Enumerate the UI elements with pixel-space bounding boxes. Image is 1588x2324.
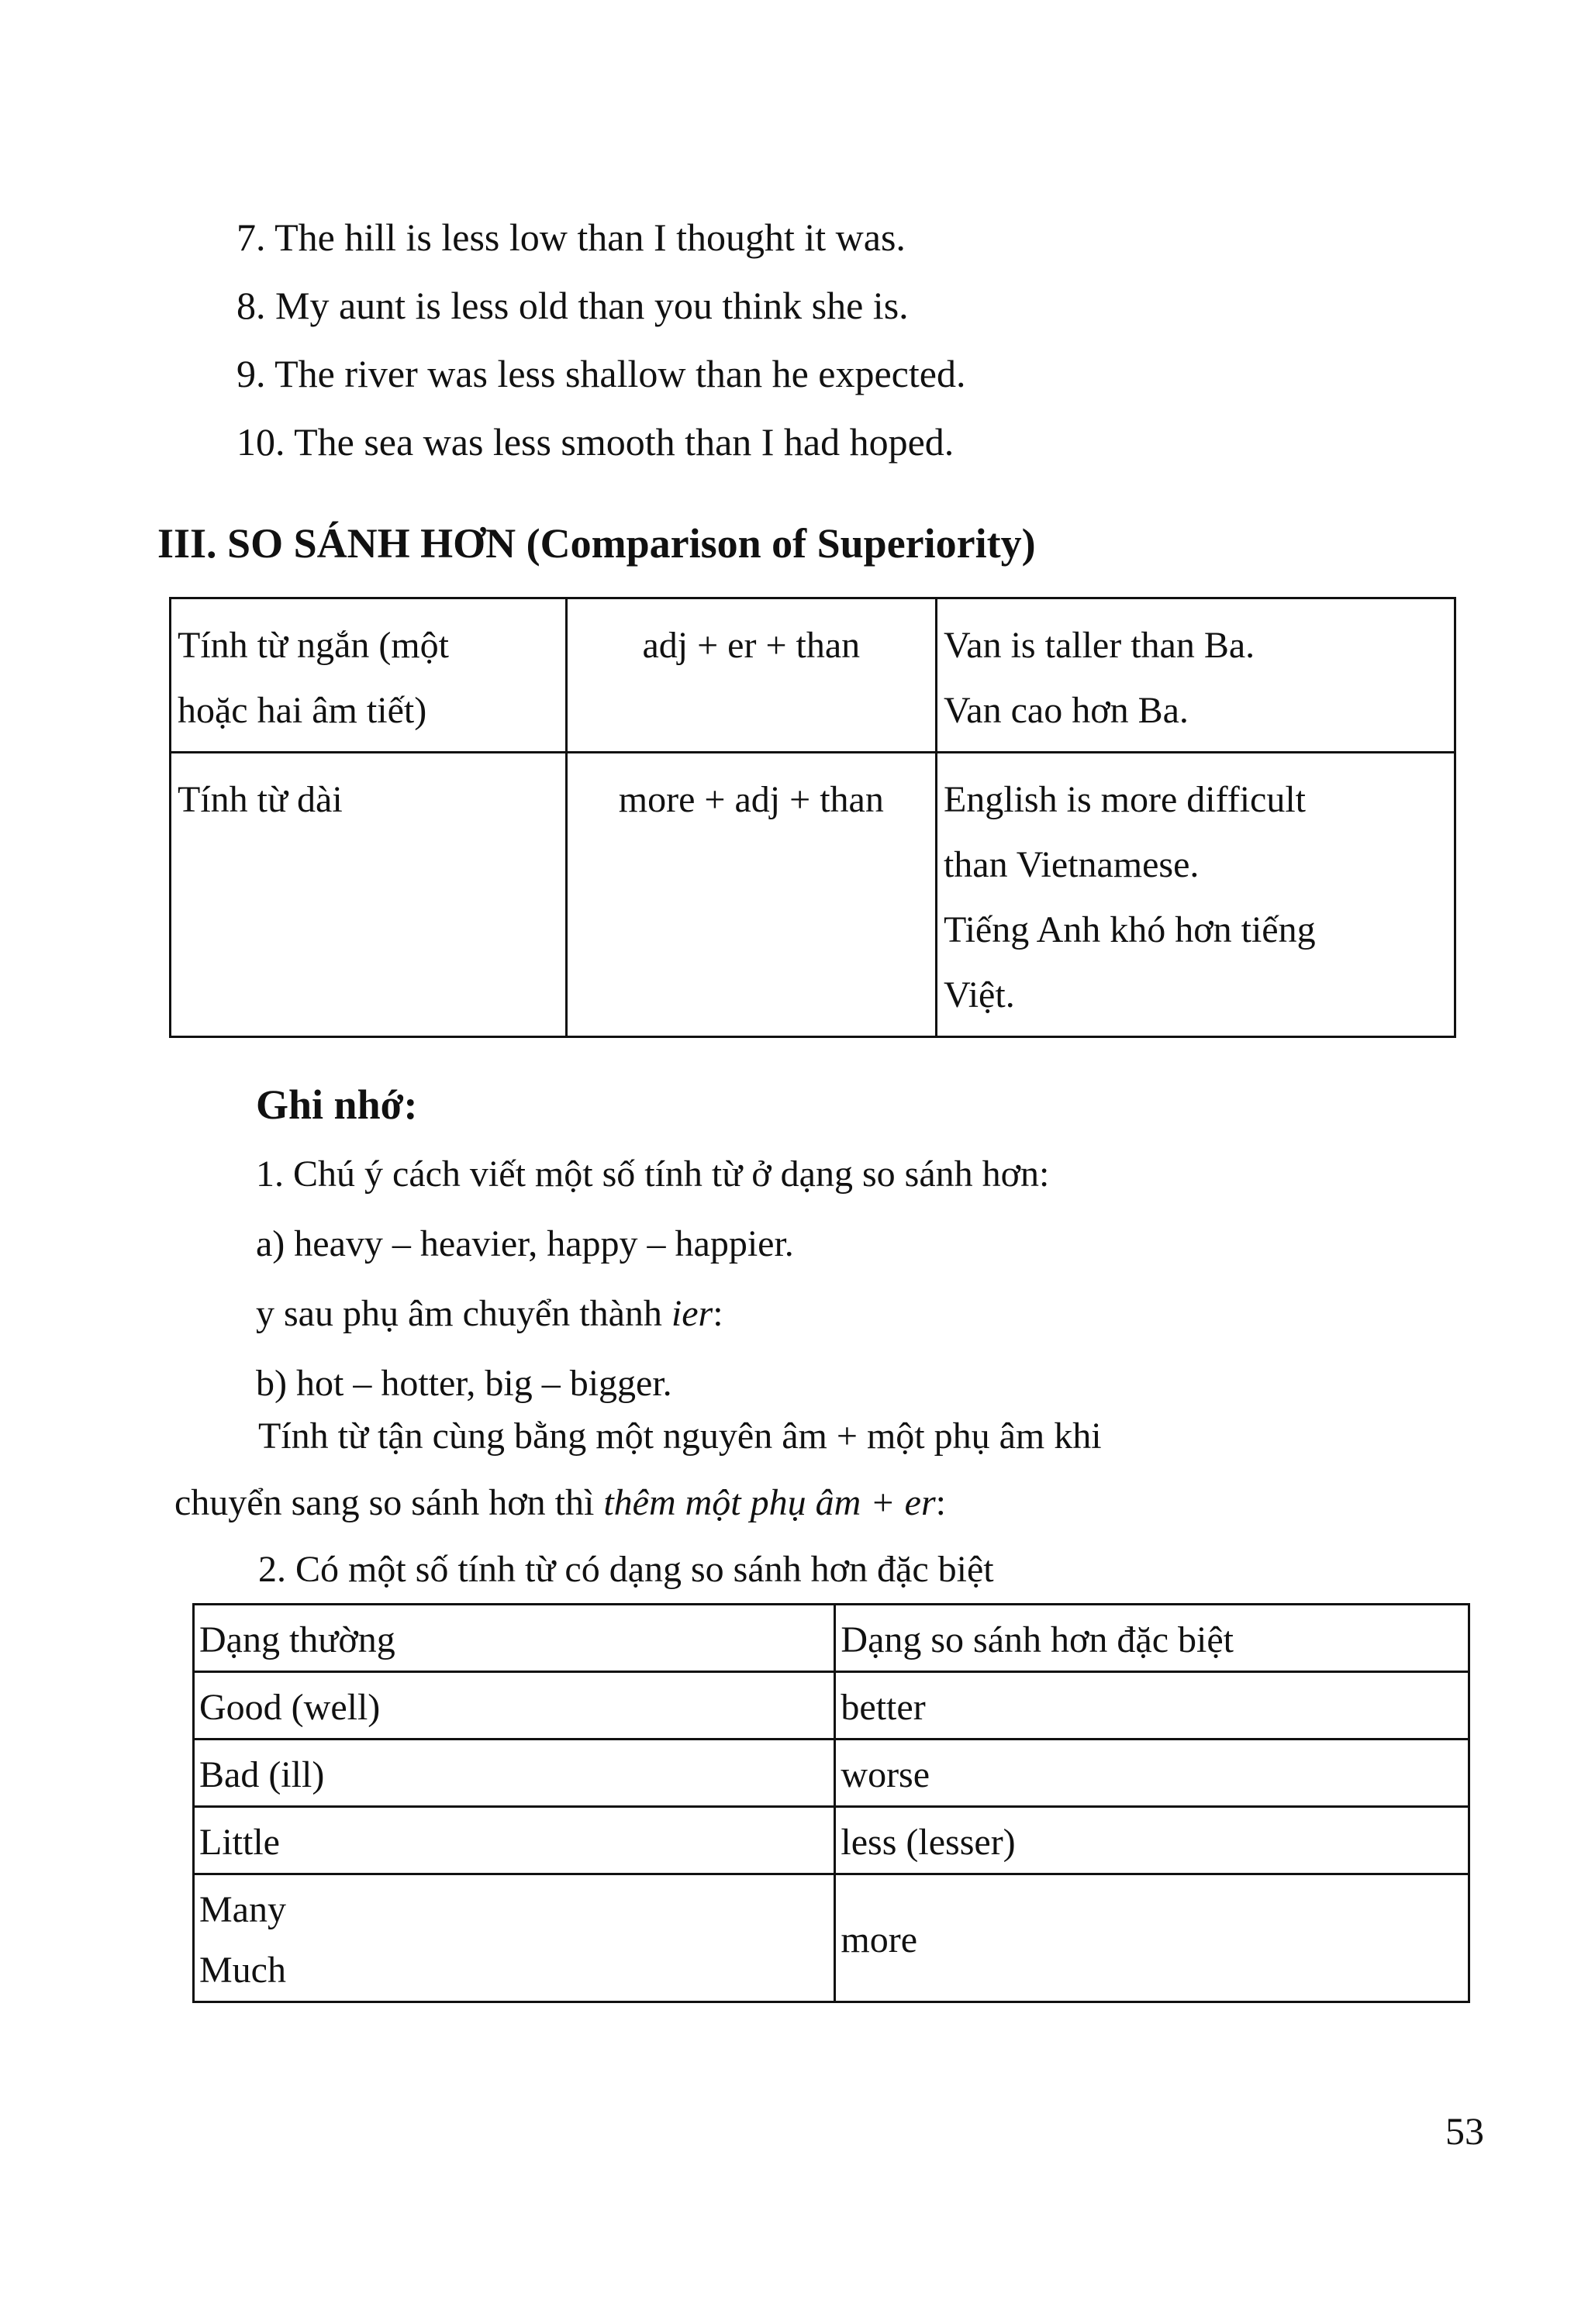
cell-text: Van is taller than Ba. [943, 625, 1255, 666]
exercise-item: 10. The sea was less smooth than I had hoped. [236, 420, 955, 464]
note-1a-rule [256, 1279, 1497, 1349]
cell-text: English is more difficult [943, 779, 1306, 820]
example-cell [936, 598, 1455, 753]
cell-text: Van cao hơn Ba. [943, 690, 1189, 731]
section-heading: III. SO SÁNH HƠN (Comparison of Superiority) [157, 520, 1036, 567]
table-row [194, 1874, 1469, 2002]
cell-text: Tiếng Anh khó hơn tiếng [943, 909, 1316, 950]
base-form-cell [194, 1874, 835, 2002]
note-paragraph [174, 1403, 1493, 1603]
cell-text: hoặc hai âm tiết) [178, 690, 427, 731]
paragraph-text: : [935, 1482, 946, 1523]
column-header: Dạng thường [194, 1605, 835, 1672]
column-header: Dạng so sánh hơn đặc biệt [835, 1605, 1469, 1672]
page-number: 53 [1445, 2109, 1484, 2153]
table-row [171, 753, 1455, 1037]
notes-section [256, 1070, 1497, 1419]
comparative-cell: better [835, 1672, 1469, 1740]
cell-text: Tính từ dài [178, 779, 343, 820]
comparative-cell: less (lesser) [835, 1807, 1469, 1874]
table-row [194, 1672, 1469, 1740]
cell-text: Much [199, 1950, 286, 1991]
note-1a: a) heavy – heavier, happy – happier. [256, 1223, 794, 1264]
special-comparatives-table [192, 1603, 1470, 2003]
table-row [194, 1740, 1469, 1807]
comparative-cell: worse [835, 1740, 1469, 1807]
base-form-cell: Good (well) [194, 1672, 835, 1740]
formula-cell [566, 598, 936, 753]
exercise-item: 8. My aunt is less old than you think she is. [236, 284, 909, 327]
paragraph-line: Tính từ tận cùng bằng một nguyên âm + một phụ âm khi [258, 1415, 1102, 1457]
base-form-cell: Little [194, 1807, 835, 1874]
note-2: 2. Có một số tính từ có dạng so sánh hơn đặc biệt [258, 1549, 994, 1590]
comparative-cell: more [835, 1874, 1469, 2002]
paragraph-line [174, 1470, 1493, 1536]
adjective-type-cell [171, 598, 567, 753]
paragraph-italic: thêm một phụ âm + er [603, 1482, 936, 1523]
formula-cell [566, 753, 936, 1037]
base-form-cell: Bad (ill) [194, 1740, 835, 1807]
paragraph-text: chuyển sang so sánh hơn thì [174, 1482, 604, 1523]
table-row [171, 598, 1455, 753]
cell-text: Many [199, 1889, 286, 1930]
rule-text: y sau phụ âm chuyển thành [256, 1293, 671, 1334]
table-row [194, 1807, 1469, 1874]
cell-text: Tính từ ngắn (một [178, 625, 449, 666]
cell-text: than Vietnamese. [943, 844, 1200, 885]
cell-text: Việt. [943, 974, 1015, 1015]
cell-text: more + adj + than [618, 779, 884, 820]
exercise-item: 7. The hill is less low than I thought it was. [236, 216, 906, 259]
note-1b: b) hot – hotter, big – bigger. [256, 1363, 672, 1404]
note-1: 1. Chú ý cách viết một số tính từ ở dạng so sánh hơn: [256, 1153, 1050, 1195]
adjective-type-cell [171, 753, 567, 1037]
rule-italic: ier [671, 1293, 713, 1334]
exercise-item: 9. The river was less shallow than he expected. [236, 352, 966, 395]
exercise-list [236, 203, 1400, 476]
cell-text: adj + er + than [642, 625, 861, 666]
example-cell [936, 753, 1455, 1037]
rule-text: : [713, 1293, 723, 1334]
comparison-table [169, 597, 1456, 1038]
notes-title: Ghi nhớ: [256, 1081, 418, 1128]
table-header-row [194, 1605, 1469, 1672]
